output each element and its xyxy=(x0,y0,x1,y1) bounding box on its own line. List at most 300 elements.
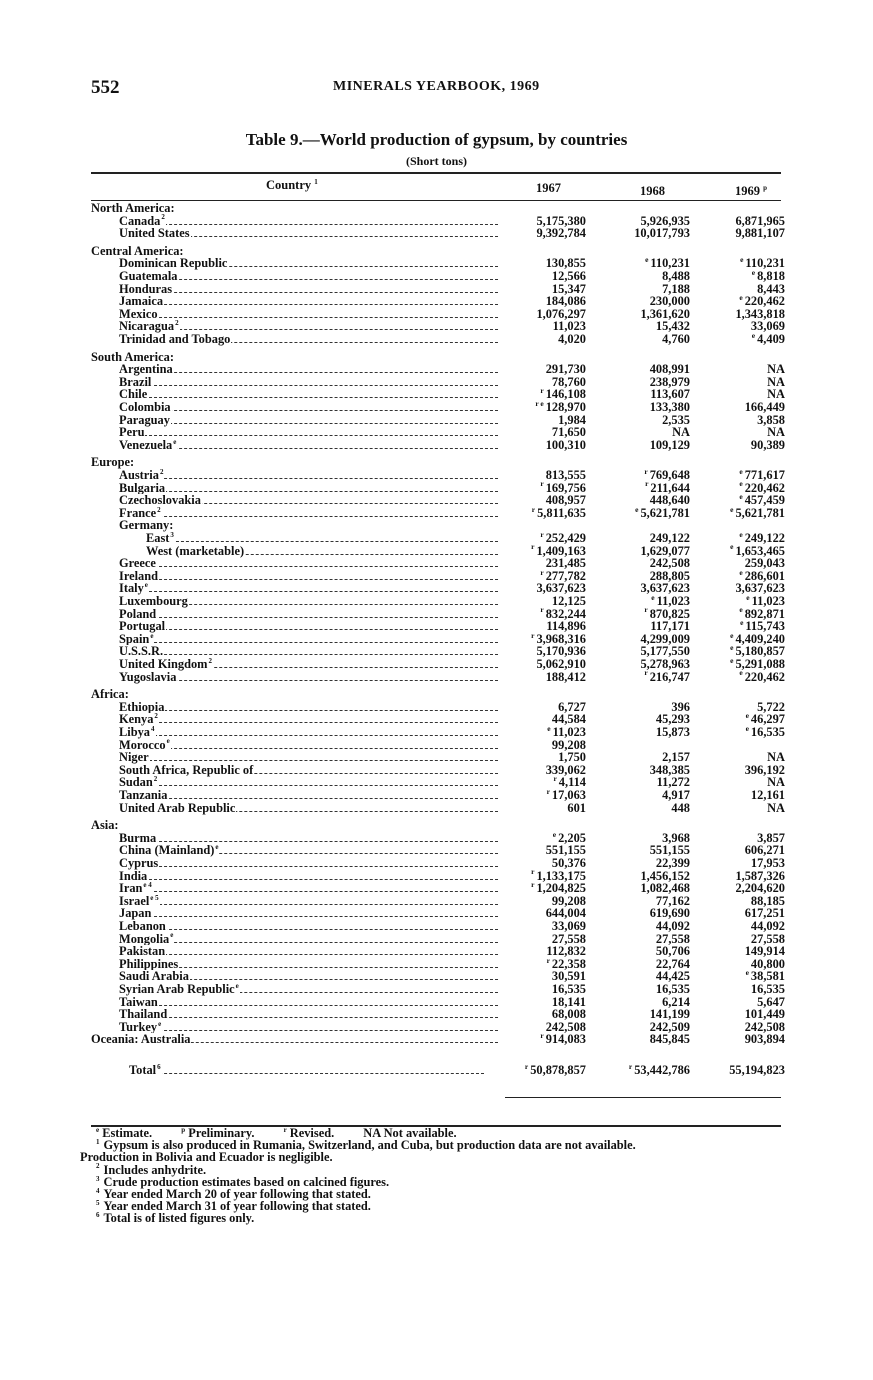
value-1967: $^{r e}$ 128,970 xyxy=(535,398,586,414)
value-1969: NA xyxy=(767,775,785,790)
dot-leader xyxy=(139,279,498,280)
dot-leader xyxy=(139,579,498,580)
dot-leader xyxy=(139,1005,498,1006)
footnotes xyxy=(80,1127,790,1225)
table-row xyxy=(88,668,788,684)
value-1967: 231,485 xyxy=(545,556,586,571)
row-label: Pakistan xyxy=(119,944,166,959)
value-1969: $^e$ 249,122 xyxy=(739,529,785,545)
value-1967: $^r$ 17,063 xyxy=(546,786,586,802)
value-1967: $^r$ 169,756 xyxy=(540,479,586,495)
dot-leader xyxy=(139,478,498,479)
value-1969: 903,894 xyxy=(744,1032,785,1047)
value-1968: 4,917 xyxy=(662,788,690,802)
row-label: Jamaica xyxy=(119,294,164,309)
value-1967: 15,347 xyxy=(551,281,586,296)
value-1967: 130,855 xyxy=(545,256,586,271)
row-label: Italy$^e$ xyxy=(119,581,148,596)
table-row xyxy=(88,723,788,739)
row-label: Germany: xyxy=(119,518,174,533)
row-label: Saudi Arabia xyxy=(119,969,189,984)
value-1967: 188,412 xyxy=(545,669,586,684)
value-1969: $^e$ 16,535 xyxy=(745,723,785,739)
row-label: France$^2$ xyxy=(119,505,161,520)
value-1967: 112,832 xyxy=(546,944,586,959)
value-1968: 3,637,623 xyxy=(640,581,690,596)
value-1967: 68,008 xyxy=(551,1007,586,1022)
dot-leader xyxy=(139,891,498,892)
row-label: India xyxy=(119,868,148,883)
table-row xyxy=(88,330,788,346)
value-1969: $^e$ 286,601 xyxy=(739,567,785,583)
value-1969: 166,449 xyxy=(744,400,785,414)
row-label: U.S.S.R. xyxy=(119,644,164,659)
dot-leader xyxy=(139,1017,498,1018)
value-1969: 12,161 xyxy=(750,788,785,802)
value-1967: $^r$ 277,782 xyxy=(540,567,586,583)
value-1969: $^e$ 892,871 xyxy=(739,605,785,621)
value-1968: 4,760 xyxy=(662,332,690,346)
value-1969: NA xyxy=(767,425,785,440)
row-label: Canada$^2$ xyxy=(119,213,165,228)
value-1967: 78,760 xyxy=(551,374,586,389)
value-1969: 9,881,107 xyxy=(735,226,785,241)
value-1968: 16,535 xyxy=(655,982,690,996)
dot-leader xyxy=(139,904,498,905)
dot-leader xyxy=(139,967,498,968)
value-1968: 238,979 xyxy=(649,374,690,389)
value-1969: 90,389 xyxy=(750,437,785,452)
row-label: Luxembourg xyxy=(119,594,188,608)
value-1968: 117,171 xyxy=(650,619,690,634)
value-1967: 114,896 xyxy=(546,619,586,634)
row-label: Poland xyxy=(119,606,157,621)
row-label: Libya$^4$ xyxy=(119,724,155,739)
value-1968: $^r$ 211,644 xyxy=(645,479,690,495)
value-1968: 551,155 xyxy=(649,843,690,858)
row-label: Kenya$^2$ xyxy=(119,712,158,727)
value-1968: 8,488 xyxy=(662,269,690,283)
value-1969: 606,271 xyxy=(744,843,785,858)
row-label: Tanzania xyxy=(119,788,168,802)
value-1967: 12,566 xyxy=(551,269,586,283)
footnote: $^2$ Includes anhydrite. xyxy=(96,1162,207,1177)
dot-leader xyxy=(139,954,498,955)
running-head: MINERALS YEARBOOK, 1969 xyxy=(333,79,540,94)
value-1968: 242,509 xyxy=(649,1019,690,1034)
row-label: Thailand xyxy=(119,1007,168,1022)
row-label: Yugoslavia xyxy=(119,669,177,684)
table-row xyxy=(88,504,788,520)
value-1968: 408,991 xyxy=(649,362,690,377)
value-1967: 100,310 xyxy=(545,437,586,452)
row-label: Austria$^2$ xyxy=(119,467,164,482)
row-label: United Kingdom$^2$ xyxy=(119,656,212,671)
dot-leader xyxy=(139,722,498,723)
value-1967: 50,376 xyxy=(551,856,586,870)
table-row xyxy=(88,439,788,452)
value-1968: 15,432 xyxy=(655,319,690,334)
value-1968: 10,017,793 xyxy=(634,226,690,241)
value-1969: $^e$ 771,617 xyxy=(739,466,785,482)
row-label: Guatemala xyxy=(119,269,178,283)
value-1968: 50,706 xyxy=(655,944,690,959)
value-1967: 339,062 xyxy=(545,762,586,777)
value-1967: 16,535 xyxy=(551,982,586,996)
value-1967: 1,076,297 xyxy=(536,306,586,321)
row-label: Oceania: Australia xyxy=(91,1032,191,1047)
value-1969: $^e$ 1,653,465 xyxy=(730,542,785,558)
dot-leader xyxy=(139,979,498,980)
value-1967: 291,730 xyxy=(545,362,586,377)
value-1967: 813,555 xyxy=(545,468,586,482)
value-1968: 1,629,077 xyxy=(640,543,690,558)
value-1968: $^e$ 5,621,781 xyxy=(635,504,690,520)
dot-leader xyxy=(139,916,498,917)
column-header-1969: 1969 $^p$ xyxy=(735,183,768,198)
row-label: Japan xyxy=(119,906,152,921)
value-1967: 1,984 xyxy=(558,412,586,427)
dot-leader xyxy=(139,491,498,492)
value-1969: 40,800 xyxy=(750,956,785,971)
dot-leader xyxy=(139,435,498,436)
column-header-1967: 1967 xyxy=(536,181,561,195)
value-1967: 4,020 xyxy=(558,332,586,346)
value-1969: 3,857 xyxy=(757,830,785,845)
value-1968: 2,535 xyxy=(662,412,690,427)
row-label: Ireland xyxy=(119,568,159,583)
value-1969: $^e$ 110,231 xyxy=(740,255,785,271)
dot-leader xyxy=(139,680,498,681)
value-1968: $^r$ 870,825 xyxy=(644,605,690,621)
value-1969: 101,449 xyxy=(744,1007,785,1022)
value-1967: 33,069 xyxy=(551,919,586,933)
value-1967: $^e$ 11,023 xyxy=(547,723,586,739)
value-1968: 109,129 xyxy=(649,437,690,452)
dot-leader xyxy=(139,224,498,225)
value-1968: 5,926,935 xyxy=(640,213,690,228)
value-1968: 448 xyxy=(671,800,690,815)
value-1969: 149,914 xyxy=(744,944,785,959)
value-1969: NA xyxy=(767,800,785,815)
value-1968: 448,640 xyxy=(649,493,690,508)
row-label: Morocco$^e$ xyxy=(119,737,170,752)
value-1968: 44,425 xyxy=(655,969,690,984)
dot-leader xyxy=(139,654,498,655)
page-number: 552 xyxy=(91,77,120,98)
value-1967: $^r$ 22,358 xyxy=(546,955,586,971)
value-1968: 27,558 xyxy=(655,931,690,946)
value-1968: $^r$ 53,442,786 xyxy=(628,1061,690,1077)
dot-leader xyxy=(139,591,498,592)
row-label: Burma xyxy=(119,830,157,845)
value-1968: 249,122 xyxy=(649,531,690,545)
value-1967: 11,023 xyxy=(552,319,586,334)
value-1968: 44,092 xyxy=(655,919,690,933)
value-1969: $^e$ 457,459 xyxy=(739,492,785,508)
value-1967: $^r$ 1,204,825 xyxy=(531,880,586,896)
value-1967: $^r$ 1,133,175 xyxy=(531,867,586,883)
value-1967: 71,650 xyxy=(551,425,586,440)
row-label: Spain$^e$ xyxy=(119,631,154,646)
value-1969: $^e$ 5,180,857 xyxy=(730,643,785,659)
footnote: $^1$ Gypsum is also produced in Rumania, Switzerland, and Cuba, but production data are not available. xyxy=(96,1138,636,1153)
value-1968: 133,380 xyxy=(649,400,690,414)
row-label: Africa: xyxy=(91,687,129,702)
value-1969: $^e$ 5,291,088 xyxy=(730,655,785,671)
value-1968: 45,293 xyxy=(655,712,690,727)
row-label: Bulgaria xyxy=(119,480,166,495)
dot-leader xyxy=(139,372,498,373)
value-1969: $^e$ 11,023 xyxy=(746,592,785,608)
value-1968: 2,157 xyxy=(662,750,690,765)
value-1969: NA xyxy=(767,362,785,377)
row-label: Mexico xyxy=(119,306,158,321)
value-1968: 348,385 xyxy=(649,762,690,777)
dot-leader xyxy=(139,304,498,305)
row-label: Chile xyxy=(119,387,148,402)
dot-leader xyxy=(166,541,498,542)
row-label: West (marketable) xyxy=(146,543,245,558)
value-1969: 33,069 xyxy=(750,319,785,334)
value-1967: 6,727 xyxy=(558,699,586,714)
value-1968: 3,968 xyxy=(662,830,690,845)
value-1967: $^e$ 2,205 xyxy=(552,829,586,845)
value-1967: 5,175,380 xyxy=(536,213,586,228)
value-1969: 396,192 xyxy=(744,762,785,777)
value-1968: 1,361,620 xyxy=(640,306,690,321)
value-1969: 16,535 xyxy=(750,982,785,996)
value-1968: 396 xyxy=(671,699,690,714)
value-1967: 30,591 xyxy=(551,969,586,984)
value-1969: $^e$ 4,409 xyxy=(751,330,785,346)
column-header-country: Country $^1$ xyxy=(266,177,318,192)
value-1969: 17,953 xyxy=(750,856,785,870)
row-label: Venezuela$^e$ xyxy=(119,437,177,452)
row-label: Honduras xyxy=(119,281,173,296)
dot-leader xyxy=(139,317,498,318)
row-label: East$^3$ xyxy=(146,530,174,545)
footnote: $^5$ Year ended March 31 of year following that stated. xyxy=(96,1199,371,1214)
dot-leader xyxy=(139,604,498,605)
table-title: Table 9.—World production of gypsum, by countries xyxy=(245,130,628,149)
dot-leader xyxy=(139,710,498,711)
value-1968: 619,690 xyxy=(649,906,690,921)
dot-leader xyxy=(139,629,498,630)
value-1967: $^r$ 832,244 xyxy=(540,605,586,621)
row-label: United States xyxy=(119,226,190,241)
row-label: South Africa, Republic of xyxy=(119,762,254,777)
row-label: Paraguay xyxy=(119,412,170,427)
row-label: Peru xyxy=(119,425,145,440)
value-1967: $^r$ 4,114 xyxy=(553,774,586,790)
value-1967: $^r$ 3,968,316 xyxy=(531,630,586,646)
row-label: Argentina xyxy=(119,362,173,377)
value-1968: 5,278,963 xyxy=(640,657,690,671)
dot-leader xyxy=(139,397,498,398)
dot-leader xyxy=(139,448,498,449)
value-1967: $^r$ 252,429 xyxy=(540,529,586,545)
dot-leader xyxy=(139,735,498,736)
value-1967: $^r$ 1,409,163 xyxy=(531,542,586,558)
row-label: Ethiopia xyxy=(119,699,165,714)
value-1969: $^e$ 220,462 xyxy=(739,668,785,684)
value-1968: $^r$ 769,648 xyxy=(644,466,690,482)
row-label: Dominican Republic xyxy=(119,256,228,271)
value-1968: NA xyxy=(672,425,690,440)
dot-leader xyxy=(139,292,498,293)
value-1969: 44,092 xyxy=(750,919,785,933)
row-label: Europe: xyxy=(91,455,135,470)
value-1967: 9,392,784 xyxy=(536,226,586,241)
value-1968: 22,764 xyxy=(655,956,690,971)
dot-leader xyxy=(139,760,498,761)
value-1969: 3,858 xyxy=(757,412,785,427)
value-1967: 44,584 xyxy=(551,712,586,727)
row-label: Trinidad and Tobago xyxy=(119,332,231,346)
row-label: Central America: xyxy=(91,243,184,258)
value-1969: 6,871,965 xyxy=(735,213,785,228)
value-1967: 184,086 xyxy=(545,294,586,309)
footnote: Production in Bolivia and Ecuador is negligible. xyxy=(80,1150,333,1165)
value-1968: $^r$ 216,747 xyxy=(644,668,690,684)
value-1969: $^e$ 46,297 xyxy=(745,711,785,727)
dot-leader xyxy=(149,1073,484,1074)
dot-leader xyxy=(139,516,498,517)
row-label: Greece xyxy=(119,556,156,571)
value-1969: 5,722 xyxy=(757,699,785,714)
value-1968: 15,873 xyxy=(655,725,690,739)
value-1969: 1,587,326 xyxy=(735,868,785,883)
dot-leader xyxy=(139,329,498,330)
value-1967: 12,125 xyxy=(551,594,586,608)
value-1969: 1,343,818 xyxy=(735,306,785,321)
value-1968: 113,607 xyxy=(650,387,690,402)
value-1967: 18,141 xyxy=(551,994,586,1009)
dot-leader xyxy=(139,748,498,749)
value-1969: 5,647 xyxy=(757,994,785,1009)
value-1967: 5,170,936 xyxy=(536,644,586,659)
row-label: Sudan$^2$ xyxy=(119,775,158,790)
value-1969: NA xyxy=(767,387,785,402)
value-1969: 3,637,623 xyxy=(735,581,785,596)
row-label: Colombia xyxy=(119,400,171,414)
value-1968: 230,000 xyxy=(649,294,690,309)
value-1967: 99,208 xyxy=(551,893,586,908)
value-1967: 644,004 xyxy=(545,906,586,921)
value-1969: $^e$ 4,409,240 xyxy=(730,630,785,646)
value-1968: 288,805 xyxy=(649,568,690,583)
dot-leader xyxy=(139,566,498,567)
value-1969: $^e$ 220,462 xyxy=(739,479,785,495)
footnote: $^3$ Crude production estimates based on calcined figures. xyxy=(96,1174,390,1189)
row-label: Czechoslovakia xyxy=(119,493,201,508)
table-row xyxy=(88,1033,788,1046)
row-label: Asia: xyxy=(91,818,119,833)
table-row xyxy=(88,802,788,815)
value-1969: 617,251 xyxy=(744,906,785,921)
dot-leader xyxy=(139,642,498,643)
value-1968: 6,214 xyxy=(662,994,690,1009)
value-1969: $^e$ 220,462 xyxy=(739,293,785,309)
value-1969: 242,508 xyxy=(744,1019,785,1034)
table-row xyxy=(88,227,788,240)
value-1968: $^e$ 110,231 xyxy=(645,255,690,271)
dot-leader xyxy=(139,798,498,799)
value-1967: 99,208 xyxy=(551,737,586,752)
value-1969: NA xyxy=(767,374,785,389)
value-1969: $^e$ 38,581 xyxy=(745,968,785,984)
value-1969: 88,185 xyxy=(750,893,785,908)
row-label: United Arab Republic xyxy=(119,800,236,815)
value-1968: 11,272 xyxy=(656,775,690,790)
value-1967: 601 xyxy=(567,800,586,815)
row-label: Portugal xyxy=(119,619,166,634)
value-1968: 4,299,009 xyxy=(640,631,690,646)
row-label: Syrian Arab Republic$^e$ xyxy=(119,981,239,996)
row-label: Lebanon xyxy=(119,919,166,933)
value-1969: $^e$ 8,818 xyxy=(751,267,785,283)
value-1968: 242,508 xyxy=(649,556,690,571)
row-label: Brazil xyxy=(119,374,152,389)
value-1969: $^e$ 5,621,781 xyxy=(730,504,785,520)
value-1967: $^r$ 914,083 xyxy=(540,1031,586,1047)
value-1967: $^r$ 50,878,857 xyxy=(524,1061,586,1077)
value-1967: 1,750 xyxy=(558,750,586,765)
value-1967: 242,508 xyxy=(545,1019,586,1034)
dot-leader xyxy=(139,785,498,786)
value-1968: 5,177,550 xyxy=(640,644,690,659)
dot-leader xyxy=(139,929,498,930)
value-1968: 1,456,152 xyxy=(640,868,690,883)
row-label: China (Mainland)$^e$ xyxy=(119,843,219,858)
row-label: Niger xyxy=(119,750,149,765)
value-1967: $^r$ 5,811,635 xyxy=(531,504,586,520)
total-rule xyxy=(505,1097,781,1098)
value-1969: 55,194,823 xyxy=(729,1063,785,1077)
value-1967: 27,558 xyxy=(551,931,586,946)
value-1967: $^r$ 146,108 xyxy=(540,386,586,402)
value-1969: 8,443 xyxy=(757,281,785,296)
dot-leader xyxy=(139,841,498,842)
row-label: Taiwan xyxy=(119,994,158,1009)
row-label: Total$^6$ xyxy=(129,1062,161,1077)
table-subtitle: (Short tons) xyxy=(405,154,467,168)
row-label: Philippines xyxy=(119,956,179,971)
row-label: Cyprus xyxy=(119,856,159,870)
row-label: Israel$^{e 5}$ xyxy=(119,893,159,908)
dot-leader xyxy=(139,1030,498,1031)
footnote: $^4$ Year ended March 20 of year following that stated. xyxy=(96,1186,371,1202)
table-total-row xyxy=(88,1061,788,1077)
column-header-1968: 1968 xyxy=(640,184,665,198)
dot-leader xyxy=(139,423,498,424)
value-1969: $^e$ 115,743 xyxy=(740,618,785,634)
value-1967: 551,155 xyxy=(545,843,586,858)
value-1969: 27,558 xyxy=(750,931,785,946)
value-1968: 845,845 xyxy=(649,1032,690,1047)
value-1968: 7,188 xyxy=(662,281,690,296)
dot-leader xyxy=(139,385,498,386)
value-1969: 2,204,620 xyxy=(735,881,785,896)
row-label: North America: xyxy=(91,201,175,215)
value-1968: $^e$ 11,023 xyxy=(651,592,690,608)
value-1968: 1,082,468 xyxy=(640,881,690,896)
value-1968: 141,199 xyxy=(649,1007,690,1022)
value-1967: 3,637,623 xyxy=(536,581,586,596)
value-1968: 77,162 xyxy=(655,893,690,908)
value-1968: 22,399 xyxy=(655,856,690,870)
